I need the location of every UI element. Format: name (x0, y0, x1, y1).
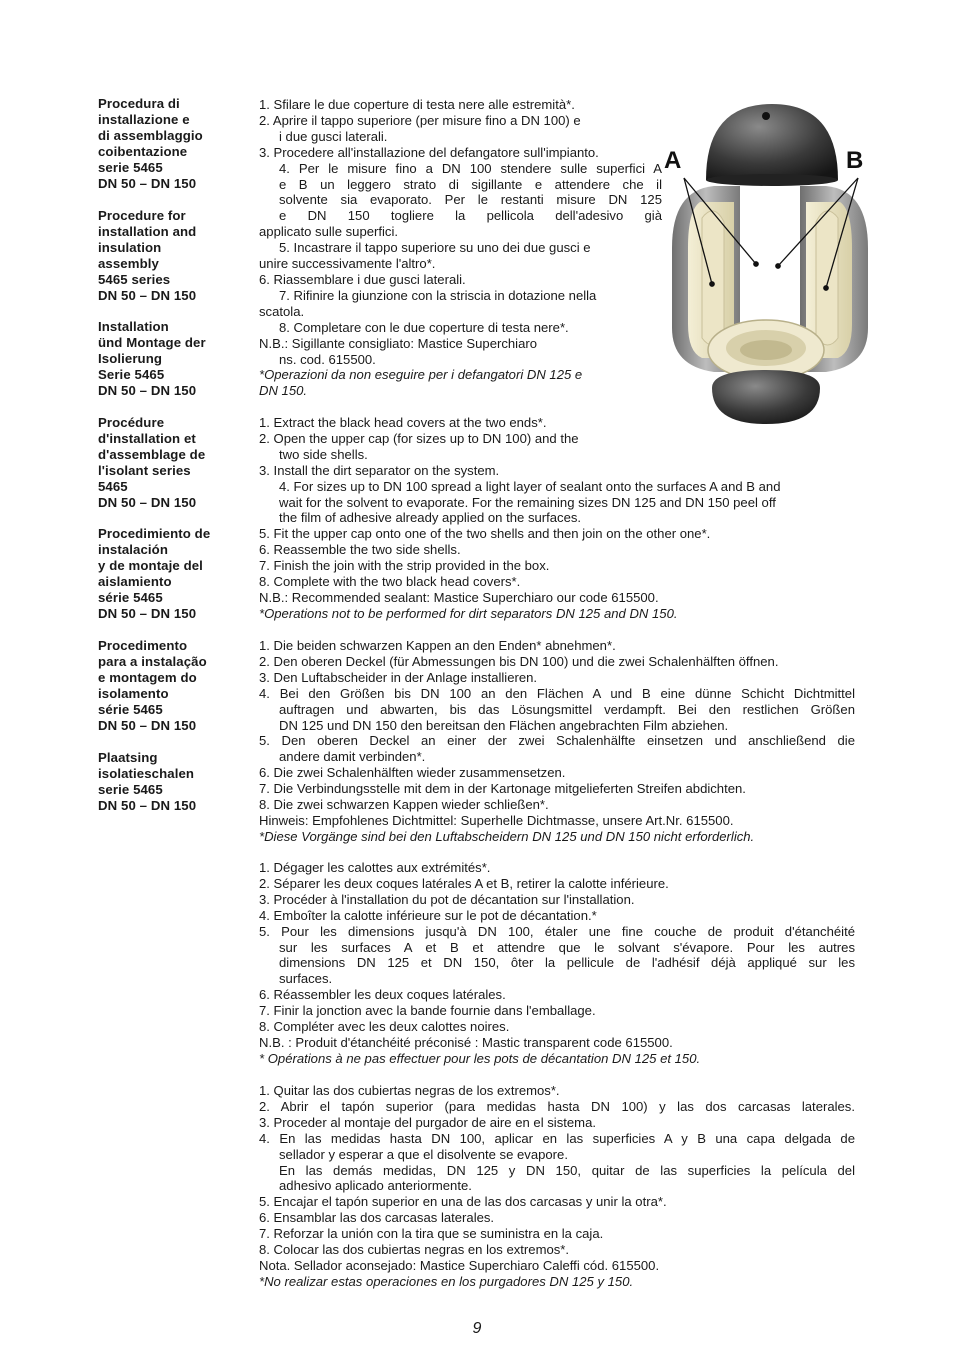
section-line: 6. Reassemble the two side shells. (259, 542, 461, 558)
section-line: auftragen und abwarten, bis das Lösungsmittel verdampft. Bei den restlichen Größen (279, 701, 855, 717)
sidebar-title-line: Plaatsing (98, 749, 158, 765)
section-german (259, 638, 855, 845)
sidebar-title-line: DN 50 – DN 150 (98, 176, 197, 191)
sidebar-title-line: e montagem do (98, 669, 197, 685)
sidebar-title-block (98, 319, 248, 399)
section-line: 4. Bei den Größen bis DN 100 an den Flächen A und B eine dünne Schicht Dichtmittel (259, 685, 855, 701)
section-line: 1. Sfilare le due coperture di testa nere alle estremità*. (259, 97, 575, 112)
sidebar-title-line: DN 50 – DN 150 (98, 383, 197, 399)
sidebar-title-line: aislamiento (98, 574, 172, 590)
sidebar-title-line: serie 5465 (98, 160, 163, 175)
sidebar-title-line: 5465 series (98, 271, 171, 287)
section-line: 3. Procedere all'installazione del defangatore sull'impianto. (259, 144, 599, 160)
sidebar-title-line: série 5465 (98, 701, 163, 717)
section-french (259, 860, 855, 1067)
section-spanish (259, 1083, 855, 1290)
section-line: i due gusci laterali. (279, 128, 388, 144)
sidebar-title-line: Procedimiento de (98, 526, 211, 542)
section-line: 1. Quitar las dos cubiertas negras de los extremos*. (259, 1083, 560, 1098)
section-line: 4. Emboîter la calotte inférieure sur le pot de décantation.* (259, 907, 597, 923)
sidebar-title-line: Isolierung (98, 351, 163, 367)
section-line: dimensions DN 125 et DN 150, ôter la pellicule de l'adhésif déjà appliqué sur les (279, 955, 855, 971)
section-line: e B un leggero strato di sigillante e attendere che il (279, 176, 662, 192)
section-line: 2. Séparer les deux coques latérales A et B, retirer la calotte inférieure. (259, 875, 669, 891)
section-line: wait for the solvent to evaporate. For the remaining sizes DN 125 and DN 150 peel off (279, 494, 776, 510)
sidebar-title-line: DN 50 – DN 150 (98, 606, 197, 622)
section-line: 1. Extract the black head covers at the two ends*. (259, 415, 547, 430)
section-line: Nota. Sellador aconsejado: Mastice Superchiaro Caleffi cód. 615500. (259, 1257, 660, 1273)
sidebar-title-block (98, 750, 248, 814)
section-line: DN 125 und DN 150 den bereitsan den Flächen angebrachten Film abziehen. (279, 717, 729, 733)
sidebar-title-line: isolatieschalen (98, 765, 195, 781)
sidebar-title-line: Procedure for (98, 207, 186, 223)
section-line: 4. Per le misure fino a DN 100 stendere sulle superfici A (279, 160, 662, 176)
section-line: En las demás medidas, DN 125 y DN 150, quitar de las superficies la película del (279, 1162, 855, 1178)
sidebar-title-line: insulation (98, 239, 162, 255)
section-line: e DN 150 togliere la pellicola dell'adesivo già (279, 208, 662, 224)
section-line: 7. Rifinire la giunzione con la striscia in dotazione nella (279, 287, 597, 303)
sidebar-title-line: y de montaje del (98, 558, 203, 574)
section-line: 5. Encajar el tapón superior en una de las dos carcasas y unir la otra*. (259, 1194, 667, 1210)
section-line: 3. Install the dirt separator on the system. (259, 462, 500, 478)
sidebar-title-line: d'installation et (98, 430, 196, 446)
sidebar-title-line: serie 5465 (98, 781, 163, 797)
section-line: 4. En las medidas hasta DN 100, aplicar en las superficies A y B una capa delgada de (259, 1130, 855, 1146)
sidebar-title-line: installation and (98, 223, 197, 239)
section-footnote: *No realizar estas operaciones en los purgadores DN 125 y 150. (259, 1273, 634, 1289)
section-line: 8. Complete with the two black head covers*. (259, 574, 521, 590)
section-line: scatola. (259, 303, 305, 319)
section-line: ns. cod. 615500. (279, 351, 376, 367)
sidebar-title-line: Installation (98, 319, 169, 335)
section-line: 2. Aprire il tappo superiore (per misure fino a DN 100) e (259, 112, 581, 128)
section-line: N.B.: Sigillante consigliato: Mastice Superchiaro (259, 335, 538, 351)
sidebar-title-line: DN 50 – DN 150 (98, 287, 197, 303)
section-line: 1. Die beiden schwarzen Kappen an den Enden* abnehmen*. (259, 638, 616, 653)
section-italian (259, 97, 662, 399)
section-line: solvente sia evaporato. Per le restanti misure DN 125 (279, 192, 662, 208)
section-line: sur les surfaces A et B et attendre que le solvant s'évapore. Pour les autres (279, 939, 855, 955)
sidebar-title-block (98, 638, 248, 734)
sidebar-title-line: di assemblaggio (98, 128, 203, 143)
sidebar-titles (98, 96, 248, 829)
section-line: 3. Proceder al montaje del purgador de aire en el sistema. (259, 1114, 596, 1130)
sidebar-title-line: série 5465 (98, 590, 163, 606)
sidebar-title-line: DN 50 – DN 150 (98, 797, 197, 813)
section-line: 6. Réassembler les deux coques latérales. (259, 987, 506, 1003)
section-line: two side shells. (279, 446, 368, 462)
section-line: 5. Incastrare il tappo superiore su uno dei due gusci e (279, 240, 591, 256)
section-line: Hinweis: Empfohlenes Dichtmittel: Superhelle Dichtmasse, unsere Art.Nr. 615500. (259, 812, 734, 828)
section-footnote: *Diese Vorgänge sind bei den Luftabscheidern DN 125 und DN 150 nicht erforderlich. (259, 828, 755, 844)
section-line: 8. Completare con le due coperture di testa nere*. (279, 319, 569, 335)
sidebar-title-block (98, 96, 248, 192)
section-line: 2. Den oberen Deckel (für Abmessungen bis DN 100) und die zwei Schalenhälften öffnen. (259, 653, 779, 669)
section-line: 7. Reforzar la unión con la tira que se suministra en la caja. (259, 1226, 604, 1242)
section-line: 8. Colocar las dos cubiertas negras en los extremos*. (259, 1242, 570, 1258)
section-line: adhesivo aplicado anteriormente. (279, 1178, 472, 1194)
section-line: 7. Finish the join with the strip provided in the box. (259, 558, 550, 574)
section-footnote: *Operations not to be performed for dirt separators DN 125 and DN 150. (259, 605, 678, 621)
sidebar-title-line: DN 50 – DN 150 (98, 494, 197, 510)
sidebar-title-block (98, 415, 248, 511)
sidebar-title-line: instalación (98, 542, 168, 558)
section-line: 8. Compléter avec les deux calottes noires. (259, 1019, 510, 1035)
sidebar-title-line: ünd Montage der (98, 335, 206, 351)
sidebar-title-block (98, 208, 248, 304)
sidebar-title-block (98, 526, 248, 622)
label-a: A (664, 147, 682, 174)
section-line: N.B. : Produit d'étanchéité préconisé : Mastic transparent code 615500. (259, 1034, 673, 1050)
section-line: 6. Riassemblare i due gusci laterali. (259, 271, 466, 287)
section-line: 3. Procéder à l'installation du pot de décantation sur l'installation. (259, 891, 635, 907)
section-line: applicato sulle superfici. (259, 224, 399, 240)
sidebar-title-line: assembly (98, 255, 159, 271)
sidebar-title-line: d'assemblage de (98, 446, 206, 462)
sidebar-title-line: Procedura di (98, 96, 180, 111)
page-number: 9 (472, 1320, 482, 1337)
label-b: B (846, 147, 864, 174)
sidebar-title-line: l'isolant series (98, 462, 191, 478)
section-english (259, 415, 781, 622)
sidebar-title-line: Serie 5465 (98, 367, 165, 383)
section-line: andere damit verbinden*. (279, 749, 426, 765)
sidebar-title-line: 5465 (98, 478, 128, 494)
top-head-cover (706, 104, 838, 186)
section-line: 1. Dégager les calottes aux extrémités*. (259, 860, 491, 875)
sidebar-title-line: Procédure (98, 414, 165, 430)
section-line: 5. Den oberen Deckel an einer der zwei Schalenhälfte einsetzen und anschließend die (259, 733, 855, 749)
section-line: 3. Den Luftabscheider in der Anlage installieren. (259, 669, 538, 685)
section-line: surfaces. (279, 971, 333, 987)
sidebar-title-line: DN 50 – DN 150 (98, 717, 197, 733)
section-line: 2. Open the upper cap (for sizes up to DN 100) and the (259, 430, 579, 446)
section-line: 8. Die zwei schwarzen Kappen wieder schließen*. (259, 797, 549, 813)
section-line: 7. Finir la jonction avec la bande fournie dans l'emballage. (259, 1003, 596, 1019)
bottom-head-cover (712, 370, 820, 424)
section-footnote: *Operazioni da non eseguire per i defangatori DN 125 e (259, 367, 583, 383)
sidebar-title-line: para a instalação (98, 653, 207, 669)
section-line: 5. Pour les dimensions jusqu'à DN 100, étaler une fine couche de produit d'étanchéité (259, 923, 855, 939)
section-footnote: * Opérations à ne pas effectuer pour les pots de décantation DN 125 et 150. (259, 1050, 701, 1066)
section-footnote: DN 150. (259, 383, 308, 399)
section-line: 6. Ensamblar las dos carcasas laterales. (259, 1210, 495, 1226)
sidebar-title-line: Procedimento (98, 637, 188, 653)
section-line: 2. Abrir el tapón superior (para medidas hasta DN 100) y las dos carcasas laterales. (259, 1098, 855, 1114)
section-line: 4. For sizes up to DN 100 spread a light layer of sealant onto the surfaces A and B and (279, 478, 781, 494)
insulation-shells-illustration (654, 98, 886, 428)
sidebar-title-line: isolamento (98, 685, 169, 701)
sidebar-title-line: coibentazione (98, 144, 188, 159)
section-line: 7. Die Verbindungsstelle mit dem in der Kartonage mitgelieferten Streifen abdichten. (259, 781, 746, 797)
section-line: unire successivamente l'altro*. (259, 256, 436, 272)
section-line: 6. Die zwei Schalenhälften wieder zusammensetzen. (259, 765, 566, 781)
section-line: the film of adhesive already applied on the surfaces. (279, 510, 582, 526)
section-line: sellador y esperar a que el disolvente se evapore. (279, 1146, 568, 1162)
section-line: N.B.: Recommended sealant: Mastice Superchiaro our code 615500. (259, 589, 659, 605)
sidebar-title-line: installazione e (98, 112, 190, 127)
section-line: 5. Fit the upper cap onto one of the two shells and then join on the other one*. (259, 526, 711, 542)
